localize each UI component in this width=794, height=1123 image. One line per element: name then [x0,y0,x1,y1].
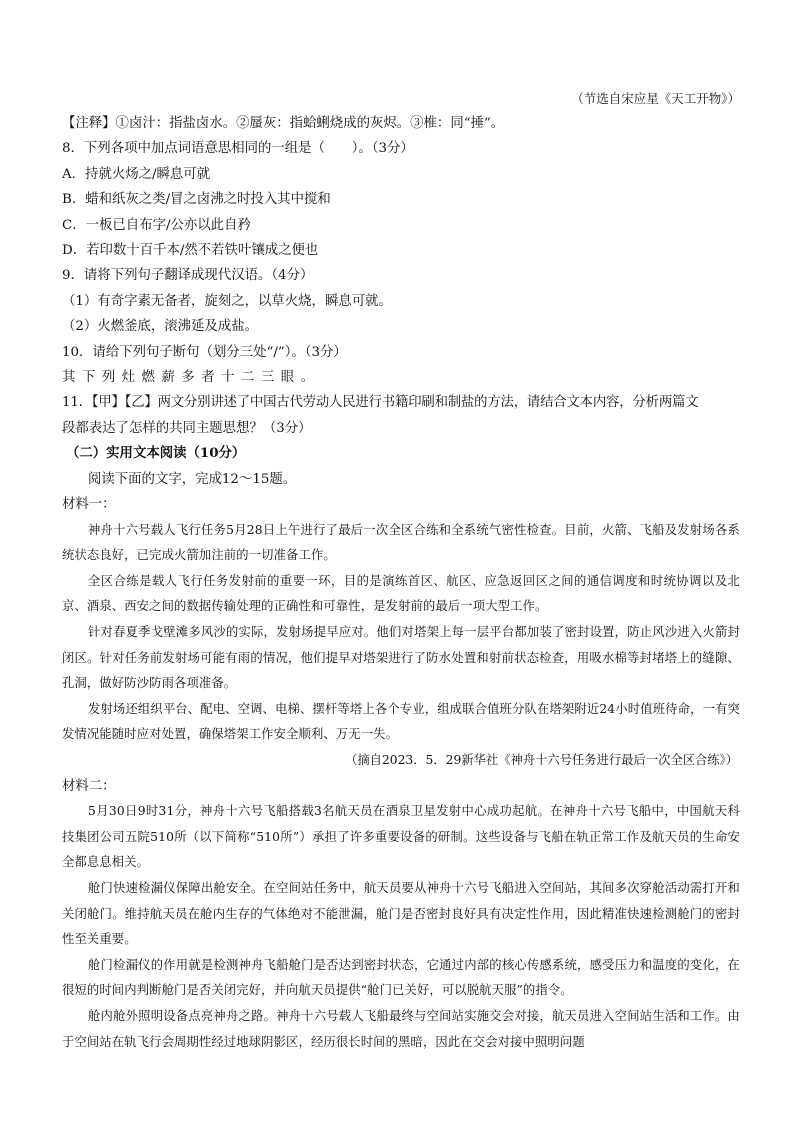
source-top: （节选自宋应星《天工开物》） [571,91,740,106]
document-body [62,86,740,1055]
section-title: （二）实用文本阅读（10分） [66,445,246,462]
q8-option-c: C．一板已自布字/公亦以此自矜 [62,217,251,233]
q9-item-2: （2）火燃釜底，滚沸延及成盐。 [62,319,258,335]
material1-citation: （摘自2023．5．29新华社《神舟十六号任务进行最后一次全区合练》） [345,753,738,768]
material1-paragraph-2: 全区合练是载人飞行任务发射前的重要一环，目的是演练首区、航区、应急返回区之间的通信调度和时统协调以及北京、酒泉、西安之间的数据传输处理的正确性和可靠性，是发射前的最后一项大型工作。 [62,573,740,614]
q8-stem: 8．下列各项中加点词语意思相同的一组是（ ）。（3分） [62,141,414,157]
q10-stem: 10．请给下列句子断句（划分三处“/”）。（3分） [62,344,347,360]
material2-paragraph-3: 舱门检漏仪的作用就是检测神舟飞船舱门是否达到密封状态，它通过内部的核心传感系统，感受压力和温度的变化，在很短的时间内判断舱门是否关闭完好，并向航天员提供“舱门已关好，可以脱航天服”的指令。 [62,957,740,998]
q9-item-1: （1）有奇字素无备者，旋刻之，以草火烧，瞬息可就。 [62,293,392,309]
q9-stem: 9．请将下列句子翻译成现代汉语。（4分） [62,268,314,284]
material1-label: 材料一： [62,497,116,513]
note: 【注释】①卤汁：指盐卤水。②蜃灰：指蛤蜊烧成的灰烬。③椎：同“捶”。 [62,116,505,131]
material2-paragraph-1: 5月30日9时31分，神舟十六号飞船搭载3名航天员在酒泉卫星发射中心成功起航。在神舟十六号飞船中，中国航天科技集团公司五院510所（以下简称“510所”）承担了许多重要设备的研制。这些设备与飞船在轨正常工作及航天员的生命安全都息息相关。 [62,804,740,870]
material1-paragraph-4: 发射场还组织平台、配电、空调、电梯、摆杆等塔上各个专业，组成联合值班分队在塔架附近24小时值班待命，一有突发情况能随时应对处置，确保塔架工作安全顺利、万无一失。 [62,701,740,742]
material1-paragraph-3: 针对春夏季戈壁滩多风沙的实际，发射场提早应对。他们对塔架上每一层平台都加装了密封设置，防止风沙进入火箭封闭区。针对任务前发射场可能有雨的情况，他们提早对塔架进行了防水处置和射前状态检查，用吸水棉等封堵塔上的缝隙、孔洞，做好防沙防雨各项准备。 [62,625,740,691]
q8-option-b: B．蜡和纸灰之类/冒之卤沸之时投入其中搅和 [62,192,331,208]
material2-paragraph-2: 舱门快速检漏仪保障出舱安全。在空间站任务中，航天员要从神舟十六号飞船进入空间站，其间多次穿舱活动需打开和关闭舱门。维持航天员在舱内生存的气体绝对不能泄漏，舱门是否密封良好具有决定性作用，因此精准快速检测舱门的密封性至关重要。 [62,881,740,947]
q8-option-a: A．持就火炀之/瞬息可就 [62,166,211,182]
q10-sentence: 其下列灶燃薪多者十二三眼。 [62,370,321,386]
q11-line-2: 段都表达了怎样的共同主题思想？（3分） [62,420,312,436]
material1-paragraph-1: 神舟十六号载人飞行任务5月28日上午进行了最后一次全区合练和全系统气密性检查。目前，火箭、飞船及发射场各系统状态良好，已完成火箭加注前的一切准备工作。 [62,522,740,563]
q8-option-d: D．若印数十百千本/然不若铁叶镶成之便也 [62,243,319,259]
q11-line-1: 11．【甲】【乙】两文分别讲述了中国古代劳动人民进行书籍印刷和制盐的方法，请结合文本内容，分析两篇文 [62,395,699,411]
section-instruction: 阅读下面的文字，完成12～15题。 [88,471,297,487]
material2-label: 材料二： [62,778,116,794]
material2-paragraph-4: 舱内舱外照明设备点亮神舟之路。神舟十六号载人飞船最终与空间站实施交会对接，航天员进入空间站生活和工作。由于空间站在轨飞行会周期性经过地球阴影区，经历很长时间的黑暗，因此在交会对接中照明问题 [62,1008,740,1049]
